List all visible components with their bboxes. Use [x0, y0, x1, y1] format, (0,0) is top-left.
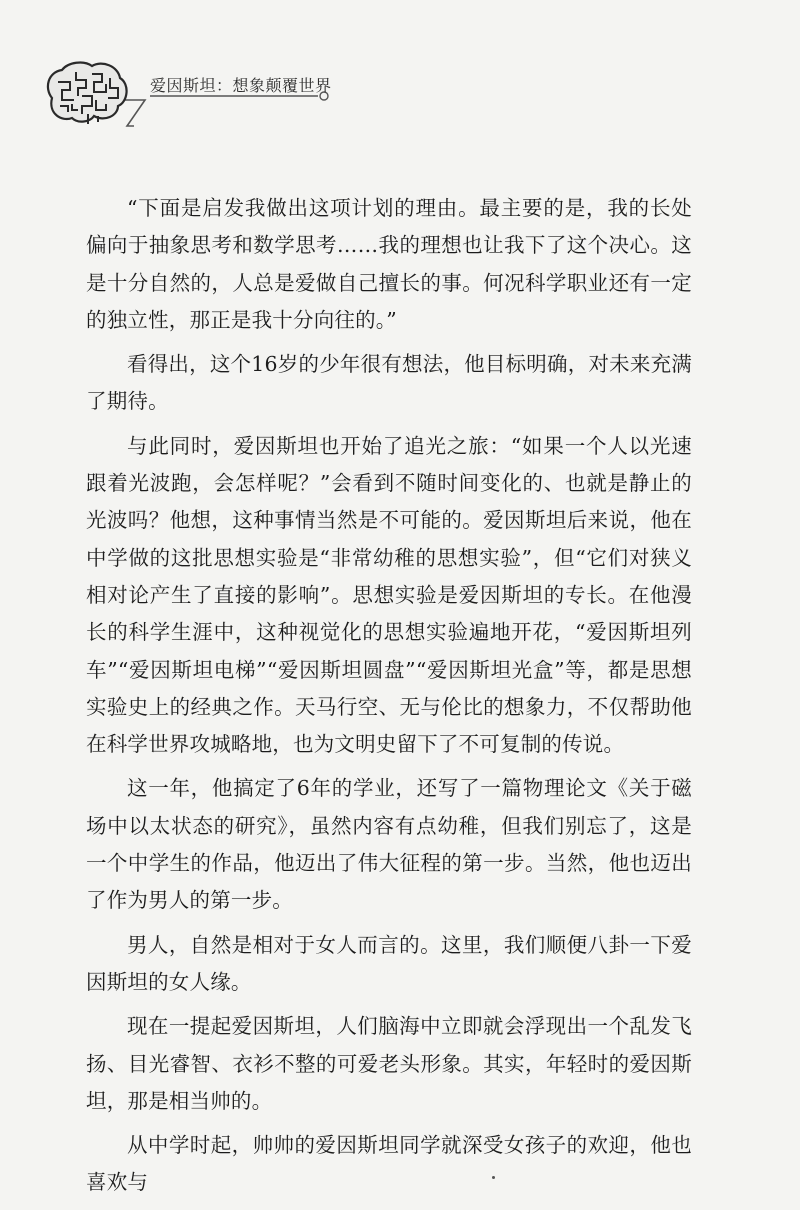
paragraph: 男人，自然是相对于女人而言的。这里，我们顺便八卦一下爱因斯坦的女人缘。 [86, 932, 692, 994]
paragraph: “下面是启发我做出这项计划的理由。最主要的是，我的长处偏向于抽象思考和数学思考……我的理想也让我下了这个决心。这是十分自然的，人总是爱做自己擅长的事。何况科学职业还有一定的独立性，那正是我十分向往的。” [86, 196, 692, 332]
body-text [86, 190, 692, 1209]
chapter-header-title: 爱因斯坦：想象颠覆世界 [150, 76, 332, 95]
print-speck [492, 1176, 495, 1179]
brain-maze-icon [38, 58, 130, 128]
paragraph: 这一年，他搞定了6年的学业，还写了一篇物理论文《关于磁场中以太状态的研究》，虽然内容有点幼稚，但我们别忘了，这是一个中学生的作品，他迈出了伟大征程的第一步。当然，他也迈出了作为男人的第一步。 [86, 776, 692, 913]
paragraph: 从中学时起，帅帅的爱因斯坦同学就深受女孩子的欢迎，他也喜欢与 [86, 1133, 692, 1195]
paragraph: 现在一提起爱因斯坦，人们脑海中立即就会浮现出一个乱发飞扬、目光睿智、衣衫不整的可爱老头形象。其实，年轻时的爱因斯坦，那是相当帅的。 [86, 1014, 692, 1113]
paragraph: 看得出，这个16岁的少年很有想法，他目标明确，对未来充满了期待。 [86, 352, 692, 414]
paragraph: 与此同时，爱因斯坦也开始了追光之旅：“如果一个人以光速跟着光波跑，会怎样呢？”会看到不随时间变化的、也就是静止的光波吗？他想，这种事情当然是不可能的。爱因斯坦后来说，他在中学做的这批思想实验是“非常幼稚的思想实验”，但“它们对狭义相对论产生了直接的影响”。思想实验是爱因斯坦的专长。在他漫长的科学生涯中，这种视觉化的思想实验遍地开花，“爱因斯坦列车”“爱因斯坦电梯”“爱因斯坦圆盘”“爱因斯坦光盒”等，都是思想实验史上的经典之作。天马行空、无与伦比的想象力，不仅帮助他在科学世界攻城略地，也为文明史留下了不可复制的传说。 [86, 433, 692, 757]
